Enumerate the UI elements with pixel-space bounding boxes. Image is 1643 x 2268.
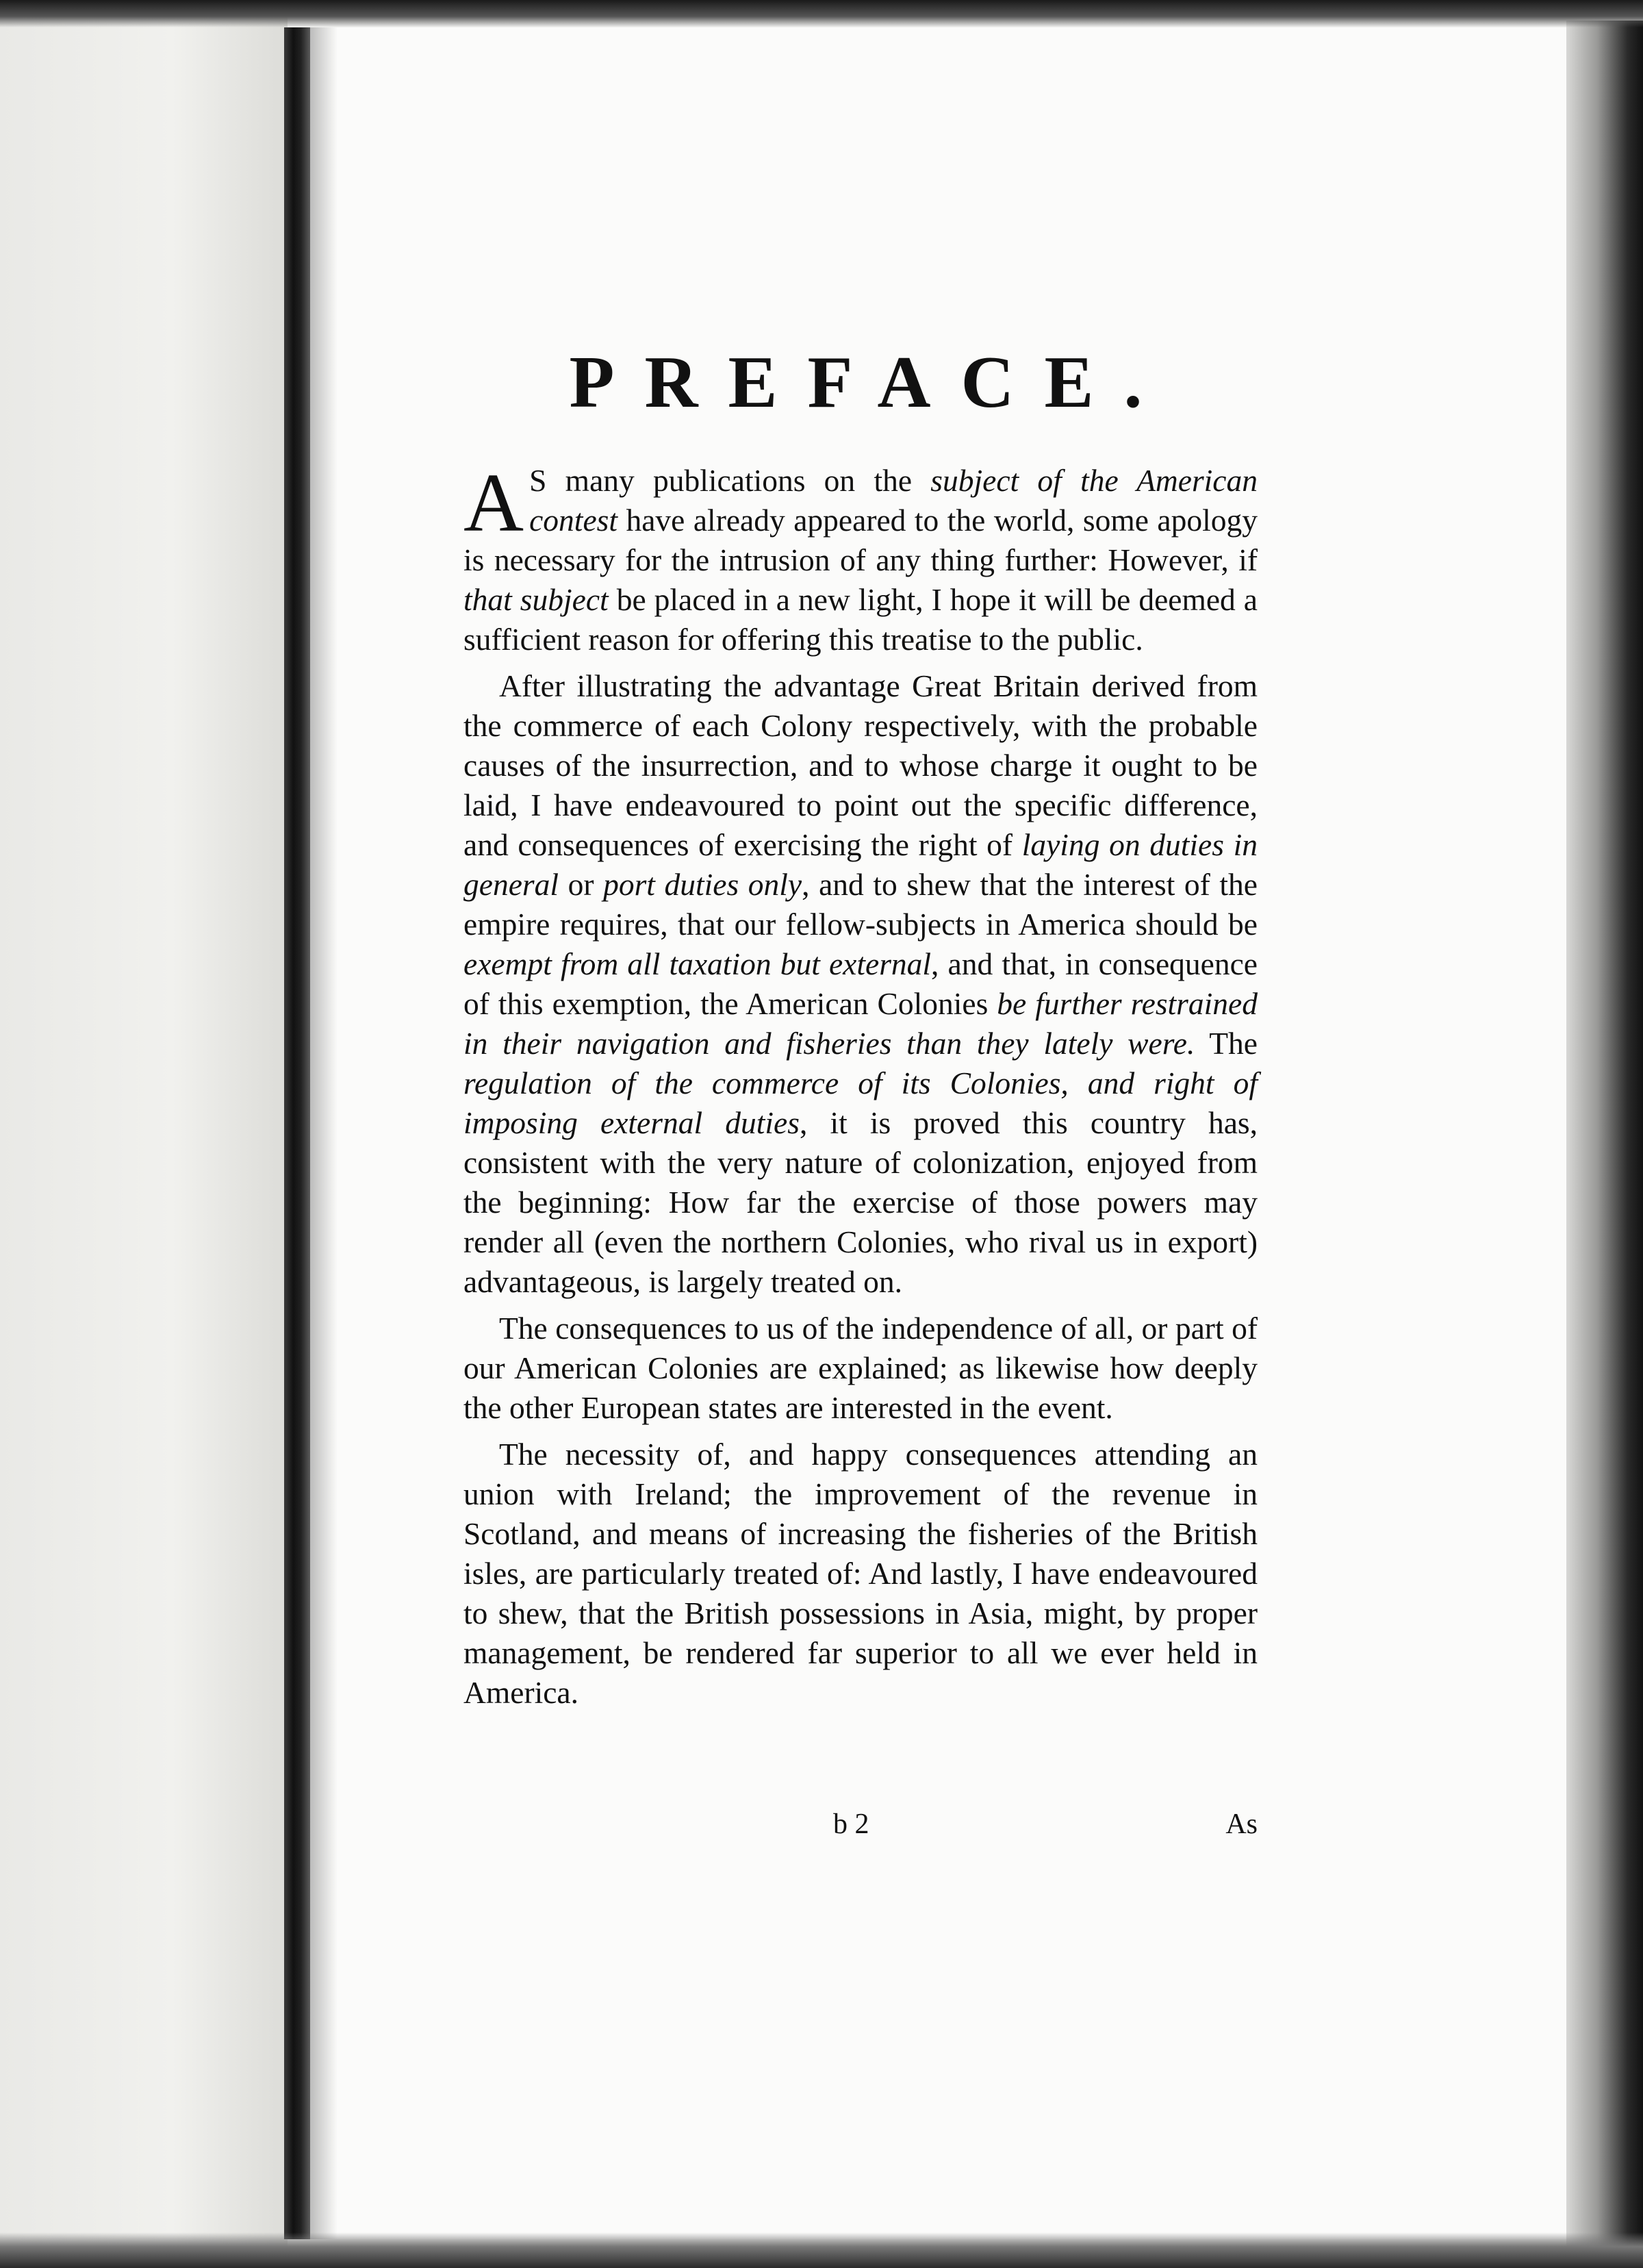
page-footer <box>463 1808 1258 1849</box>
signature-mark: b 2 <box>833 1809 869 1840</box>
preface-body <box>463 456 1258 1713</box>
page-edge-bottom <box>0 2232 1643 2268</box>
text-run: or <box>559 866 604 902</box>
page-edge-right <box>1566 21 1643 2268</box>
paragraph <box>463 1309 1258 1428</box>
book-gutter <box>284 27 310 2239</box>
italic-text-run: subject of the American contest <box>529 462 1258 538</box>
catchword: As <box>1225 1809 1258 1840</box>
gutter-shadow <box>310 27 337 2239</box>
text-run: be placed in a new light, I hope it will be deemed a sufficient reason for offering this treatise to the public. <box>463 581 1258 657</box>
text-run: , and that, in consequence of this exemption, the American Colonies <box>463 946 1258 1021</box>
paragraph <box>463 666 1258 1302</box>
text-run: The necessity of, and happy consequences attending an union with Ireland; the improvement of the revenue in Scotland, and means of increasing the fisheries of the British isles, are particularly treated of: And lastly, I have endeavoured to shew, that the British possessions in Asia, might, by proper management, be rendered far superior to all we ever held in America. <box>463 1436 1258 1710</box>
italic-text-run: port duties only <box>603 866 802 902</box>
italic-text-run: regulation of the commerce of its Colonies, and right of imposing external duties <box>463 1065 1258 1140</box>
text-run: The <box>1195 1025 1258 1061</box>
text-run: After illustrating the advantage Great Britain derived from the commerce of each Colony respectively, with the probable causes of the insurrection, and to whose charge it ought to be laid, I have endeavoured to point out the specific difference, and consequences of exercising the right of <box>463 668 1258 862</box>
italic-text-run: that subject <box>463 581 609 617</box>
drop-cap: A <box>463 456 524 549</box>
preface-text-block <box>463 342 1258 1719</box>
text-run: S many publications on the <box>529 462 931 498</box>
italic-text-run: exempt from all taxation but external <box>463 946 932 981</box>
text-run: have already appeared to the world, some apology is necessary for the intrusion of any thing further: However, if <box>463 502 1258 577</box>
text-run: , it is proved this country has, consistent with the very nature of colonization, enjoyed from the beginning: How far the exercise of those powers may render all (even the northern Colonies, who rival us in export) advantageous, is largely treated on. <box>463 1105 1258 1299</box>
paragraph <box>463 1435 1258 1713</box>
page-edge-top <box>0 0 1643 27</box>
paragraph <box>463 456 1258 659</box>
italic-text-run: be further restrained in their navigation and fisheries than they lately were. <box>463 985 1258 1061</box>
page-title: PREFACE. <box>569 342 1173 423</box>
italic-text-run: laying on duties in general <box>463 827 1258 902</box>
text-run: The consequences to us of the independence of all, or part of our American Colonies are explained; as likewise how deeply the other European states are interested in the event. <box>463 1310 1258 1425</box>
text-run: , and to shew that the interest of the empire requires, that our fellow-subjects in America should be <box>463 866 1258 942</box>
facing-page-fragment <box>0 0 288 2268</box>
